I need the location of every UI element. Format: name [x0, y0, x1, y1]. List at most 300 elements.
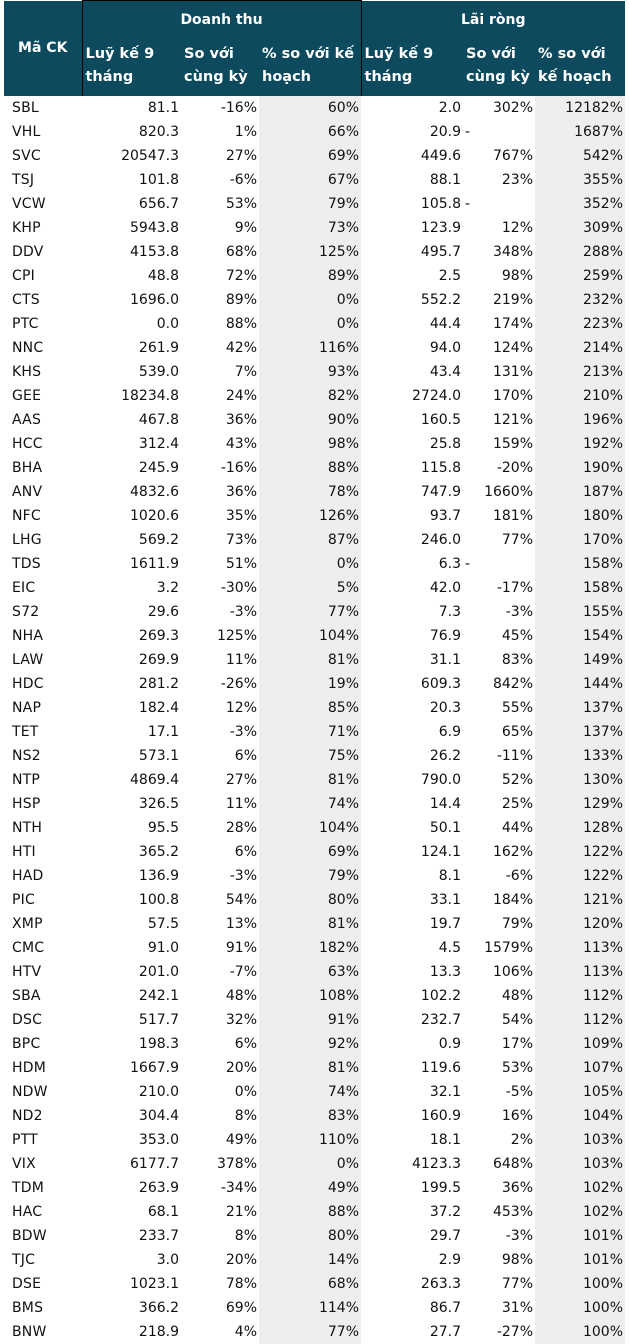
cell-revenue-plan: 73% [259, 216, 361, 240]
table-row [4, 264, 625, 288]
cell-revenue-ytd: 366.2 [138, 1300, 179, 1316]
cell-code: SVC [12, 148, 41, 164]
cell-revenue-ytd: 198.3 [138, 1036, 179, 1052]
cell-profit-ytd: 20.3 [429, 700, 462, 716]
cell-profit-plan: 122% [535, 840, 625, 864]
cell-revenue-ytd: 57.5 [147, 916, 179, 932]
cell-code: XMP [12, 916, 43, 932]
cell-profit-yoy: 83% [501, 652, 534, 668]
cell-profit-yoy: 98% [501, 1252, 534, 1268]
cell-revenue-yoy: 91% [225, 940, 257, 956]
cell-profit-plan: 112% [535, 1008, 625, 1032]
cell-profit-plan: 121% [535, 888, 625, 912]
header-code: Mã CK [4, 1, 82, 97]
cell-profit-ytd: 13.3 [429, 964, 462, 980]
cell-profit-plan: 192% [535, 432, 625, 456]
table-row [4, 336, 625, 360]
cell-revenue-ytd: 1667.9 [130, 1060, 179, 1076]
cell-code: DSC [12, 1012, 43, 1028]
header-profit-plan: % so với kế hoạch [535, 39, 625, 96]
cell-profit-yoy: 2% [510, 1132, 534, 1148]
table-row [4, 1128, 625, 1152]
table-row [4, 1008, 625, 1032]
cell-revenue-plan: 0% [259, 1152, 361, 1176]
cell-revenue-ytd: 242.1 [138, 988, 179, 1004]
cell-code: BHA [12, 460, 43, 476]
cell-revenue-yoy: 36% [225, 412, 257, 428]
cell-profit-ytd: 0.9 [438, 1036, 462, 1052]
cell-revenue-ytd: 4153.8 [130, 244, 179, 260]
cell-revenue-plan: 182% [259, 936, 361, 960]
cell-revenue-ytd: 569.2 [138, 532, 179, 548]
cell-code: NTP [12, 772, 41, 788]
cell-revenue-plan: 66% [259, 120, 361, 144]
cell-revenue-ytd: 467.8 [138, 412, 179, 428]
table-row [4, 480, 625, 504]
cell-revenue-yoy: 20% [225, 1060, 257, 1076]
table-row [4, 720, 625, 744]
cell-revenue-ytd: 245.9 [138, 460, 179, 476]
cell-profit-plan: 100% [535, 1296, 625, 1320]
cell-revenue-ytd: 5943.8 [130, 220, 179, 236]
cell-profit-plan: 309% [535, 216, 625, 240]
cell-profit-plan: 122% [535, 864, 625, 888]
cell-profit-yoy: 1660% [484, 484, 534, 500]
cell-profit-plan: 1687% [535, 120, 625, 144]
cell-profit-ytd: 115.8 [420, 460, 462, 476]
cell-code: DSE [12, 1276, 42, 1292]
table-body [4, 96, 625, 1344]
cell-revenue-ytd: 1696.0 [130, 292, 179, 308]
cell-profit-ytd: 123.9 [420, 220, 462, 236]
table-row [4, 696, 625, 720]
cell-revenue-yoy: 1% [234, 124, 257, 140]
cell-revenue-yoy: 4% [234, 1324, 257, 1340]
cell-profit-ytd: 4123.3 [412, 1156, 462, 1172]
table-row [4, 768, 625, 792]
cell-revenue-yoy: 6% [234, 1036, 257, 1052]
cell-revenue-plan: 19% [259, 672, 361, 696]
cell-code: HDM [12, 1060, 46, 1076]
cell-profit-ytd: 29.7 [429, 1228, 462, 1244]
cell-code: ND2 [12, 1108, 43, 1124]
cell-profit-ytd: 86.7 [429, 1300, 462, 1316]
cell-revenue-plan: 90% [259, 408, 361, 432]
cell-code: SBA [12, 988, 41, 1004]
cell-profit-ytd: 232.7 [420, 1012, 462, 1028]
cell-profit-plan: 137% [535, 696, 625, 720]
cell-revenue-ytd: 95.5 [147, 820, 179, 836]
cell-code: VIX [12, 1156, 36, 1172]
cell-profit-plan: 232% [535, 288, 625, 312]
table-row [4, 432, 625, 456]
table-row [4, 792, 625, 816]
cell-revenue-plan: 81% [259, 768, 361, 792]
cell-revenue-plan: 77% [259, 1320, 361, 1344]
cell-profit-plan: 196% [535, 408, 625, 432]
cell-code: PIC [12, 892, 35, 908]
cell-revenue-ytd: 0.0 [156, 316, 179, 332]
cell-revenue-yoy: 8% [234, 1108, 257, 1124]
cell-revenue-ytd: 312.4 [138, 436, 179, 452]
cell-profit-yoy: 16% [501, 1108, 534, 1124]
cell-revenue-ytd: 353.0 [138, 1132, 179, 1148]
cell-profit-yoy: 48% [501, 988, 534, 1004]
cell-code: SBL [12, 100, 39, 116]
cell-revenue-ytd: 3.0 [156, 1252, 179, 1268]
cell-revenue-plan: 74% [259, 1080, 361, 1104]
cell-profit-plan: 129% [535, 792, 625, 816]
cell-revenue-yoy: 68% [225, 244, 257, 260]
cell-revenue-ytd: 6177.7 [130, 1156, 179, 1172]
cell-profit-ytd: 105.8 [420, 196, 462, 212]
cell-revenue-plan: 67% [259, 168, 361, 192]
cell-revenue-plan: 60% [259, 96, 361, 120]
cell-profit-ytd: 33.1 [429, 892, 462, 908]
cell-revenue-yoy: 35% [225, 508, 257, 524]
cell-revenue-ytd: 68.1 [147, 1204, 179, 1220]
table-row [4, 1056, 625, 1080]
table-row [4, 408, 625, 432]
cell-profit-plan: 170% [535, 528, 625, 552]
cell-revenue-yoy: 11% [225, 652, 257, 668]
cell-revenue-ytd: 20547.3 [121, 148, 179, 164]
cell-revenue-yoy: 53% [225, 196, 257, 212]
cell-profit-yoy: 219% [492, 292, 534, 308]
cell-revenue-plan: 89% [259, 264, 361, 288]
cell-code: DDV [12, 244, 44, 260]
cell-revenue-ytd: 4869.4 [130, 772, 179, 788]
cell-profit-yoy: 348% [492, 244, 534, 260]
cell-code: NHA [12, 628, 44, 644]
cell-profit-ytd: 19.7 [429, 916, 462, 932]
cell-profit-plan: 113% [535, 936, 625, 960]
cell-profit-yoy: 453% [492, 1204, 534, 1220]
cell-profit-yoy: 45% [501, 628, 534, 644]
cell-revenue-yoy: 48% [225, 988, 257, 1004]
cell-profit-yoy: -3% [505, 604, 534, 620]
cell-profit-ytd: 2.9 [438, 1252, 462, 1268]
cell-revenue-yoy: -3% [229, 604, 257, 620]
cell-code: HTI [12, 844, 36, 860]
cell-code: BNW [12, 1324, 47, 1340]
cell-revenue-yoy: 28% [225, 820, 257, 836]
cell-profit-ytd: 37.2 [429, 1204, 462, 1220]
cell-revenue-yoy: 12% [225, 700, 257, 716]
cell-profit-plan: 180% [535, 504, 625, 528]
cell-profit-yoy: -3% [505, 1228, 534, 1244]
cell-code: HAC [12, 1204, 43, 1220]
cell-revenue-plan: 125% [259, 240, 361, 264]
cell-revenue-plan: 104% [259, 624, 361, 648]
cell-profit-plan: 210% [535, 384, 625, 408]
header-revenue-ytd: Luỹ kế 9 tháng [82, 39, 181, 96]
cell-code: NAP [12, 700, 42, 716]
cell-profit-yoy: 31% [501, 1300, 534, 1316]
cell-code: EIC [12, 580, 36, 596]
cell-profit-ytd: 27.7 [429, 1324, 462, 1340]
table-row [4, 168, 625, 192]
cell-revenue-ytd: 539.0 [138, 364, 179, 380]
cell-revenue-plan: 104% [259, 816, 361, 840]
cell-code: VHL [12, 124, 41, 140]
table-row [4, 648, 625, 672]
cell-profit-yoy: 44% [501, 820, 534, 836]
cell-profit-yoy: 106% [492, 964, 534, 980]
cell-profit-yoy: 842% [492, 676, 534, 692]
cell-revenue-ytd: 18234.8 [121, 388, 179, 404]
cell-revenue-yoy: 27% [225, 772, 257, 788]
cell-revenue-plan: 93% [259, 360, 361, 384]
cell-code: NFC [12, 508, 41, 524]
cell-revenue-yoy: -30% [220, 580, 257, 596]
cell-code: NS2 [12, 748, 41, 764]
cell-revenue-ytd: 269.9 [138, 652, 179, 668]
cell-code: CPI [12, 268, 35, 284]
cell-profit-yoy: 98% [501, 268, 534, 284]
table-row [4, 1296, 625, 1320]
cell-revenue-plan: 116% [259, 336, 361, 360]
cell-revenue-plan: 81% [259, 648, 361, 672]
cell-revenue-plan: 80% [259, 888, 361, 912]
table-row [4, 456, 625, 480]
cell-revenue-plan: 5% [259, 576, 361, 600]
table-row [4, 576, 625, 600]
cell-profit-yoy: -5% [505, 1084, 534, 1100]
cell-code: VCW [12, 196, 46, 212]
cell-profit-ytd: 32.1 [429, 1084, 462, 1100]
cell-revenue-yoy: 51% [225, 556, 257, 572]
cell-code: TJC [12, 1252, 36, 1268]
table-row [4, 672, 625, 696]
cell-revenue-ytd: 3.2 [156, 580, 179, 596]
cell-profit-plan: 100% [535, 1272, 625, 1296]
cell-code: HAD [12, 868, 44, 884]
cell-profit-ytd: 20.9 [429, 124, 462, 140]
cell-revenue-ytd: 100.8 [138, 892, 179, 908]
table-row [4, 240, 625, 264]
cell-revenue-ytd: 573.1 [138, 748, 179, 764]
cell-profit-ytd: 26.2 [429, 748, 462, 764]
cell-profit-ytd: 160.5 [420, 412, 462, 428]
cell-revenue-yoy: 72% [225, 268, 257, 284]
cell-revenue-yoy: 43% [225, 436, 257, 452]
table-row [4, 384, 625, 408]
cell-revenue-ytd: 233.7 [138, 1228, 179, 1244]
cell-profit-yoy: -20% [496, 460, 534, 476]
cell-revenue-ytd: 1020.6 [130, 508, 179, 524]
cell-profit-yoy: 65% [501, 724, 534, 740]
cell-revenue-yoy: -34% [220, 1180, 257, 1196]
table-row [4, 960, 625, 984]
cell-revenue-ytd: 210.0 [138, 1084, 179, 1100]
cell-revenue-ytd: 201.0 [138, 964, 179, 980]
cell-profit-plan: 288% [535, 240, 625, 264]
cell-revenue-yoy: 13% [225, 916, 257, 932]
cell-profit-yoy: 55% [501, 700, 534, 716]
cell-revenue-ytd: 218.9 [138, 1324, 179, 1340]
cell-profit-plan: 100% [535, 1320, 625, 1344]
header-group-profit: Lãi ròng [361, 1, 625, 40]
cell-revenue-plan: 98% [259, 432, 361, 456]
cell-code: KHS [12, 364, 42, 380]
cell-revenue-plan: 92% [259, 1032, 361, 1056]
cell-revenue-plan: 79% [259, 192, 361, 216]
cell-code: GEE [12, 388, 42, 404]
cell-revenue-plan: 114% [259, 1296, 361, 1320]
cell-revenue-ytd: 269.3 [138, 628, 179, 644]
cell-code: TSJ [12, 172, 35, 188]
cell-revenue-ytd: 820.3 [138, 124, 179, 140]
cell-revenue-plan: 87% [259, 528, 361, 552]
table-row [4, 288, 625, 312]
cell-revenue-plan: 88% [259, 456, 361, 480]
table-row [4, 888, 625, 912]
cell-profit-ytd: 8.1 [438, 868, 462, 884]
cell-revenue-yoy: 36% [225, 484, 257, 500]
cell-code: LAW [12, 652, 44, 668]
cell-revenue-plan: 88% [259, 1200, 361, 1224]
cell-revenue-yoy: 49% [225, 1132, 257, 1148]
cell-profit-ytd: 93.7 [429, 508, 462, 524]
cell-revenue-ytd: 4832.6 [130, 484, 179, 500]
cell-profit-ytd: 43.4 [429, 364, 462, 380]
cell-profit-plan: 12182% [535, 96, 625, 120]
cell-profit-yoy: 174% [492, 316, 534, 332]
cell-revenue-yoy: 89% [225, 292, 257, 308]
cell-profit-plan: 190% [535, 456, 625, 480]
cell-revenue-plan: 108% [259, 984, 361, 1008]
cell-code: HSP [12, 796, 41, 812]
table-row [4, 816, 625, 840]
cell-profit-yoy: 121% [492, 412, 534, 428]
cell-profit-yoy: 1579% [484, 940, 534, 956]
cell-profit-plan: 158% [535, 552, 625, 576]
cell-profit-plan: 128% [535, 816, 625, 840]
cell-revenue-yoy: 125% [216, 628, 257, 644]
cell-code: NTH [12, 820, 43, 836]
cell-profit-plan: 187% [535, 480, 625, 504]
cell-profit-ytd: 14.4 [429, 796, 462, 812]
header-profit-ytd: Luỹ kế 9 tháng [361, 39, 463, 96]
cell-revenue-yoy: 8% [234, 1228, 257, 1244]
cell-profit-plan: 130% [535, 768, 625, 792]
results-table [4, 0, 625, 1344]
cell-revenue-plan: 83% [259, 1104, 361, 1128]
cell-revenue-ytd: 263.9 [138, 1180, 179, 1196]
cell-revenue-yoy: 6% [234, 748, 257, 764]
cell-profit-ytd: 50.1 [429, 820, 462, 836]
cell-profit-ytd: 18.1 [429, 1132, 462, 1148]
cell-revenue-ytd: 365.2 [138, 844, 179, 860]
cell-profit-yoy: -6% [505, 868, 534, 884]
cell-profit-ytd: 2724.0 [412, 388, 462, 404]
table-row [4, 1320, 625, 1344]
cell-profit-ytd: 25.8 [429, 436, 462, 452]
cell-profit-yoy: 170% [492, 388, 534, 404]
table-row [4, 744, 625, 768]
cell-revenue-yoy: -26% [220, 676, 257, 692]
cell-revenue-yoy: 54% [225, 892, 257, 908]
cell-revenue-plan: 74% [259, 792, 361, 816]
cell-revenue-yoy: -3% [229, 724, 257, 740]
cell-revenue-ytd: 517.7 [138, 1012, 179, 1028]
cell-revenue-yoy: 32% [225, 1012, 257, 1028]
table-row [4, 1152, 625, 1176]
table-row [4, 144, 625, 168]
table-row [4, 624, 625, 648]
cell-revenue-ytd: 261.9 [138, 340, 179, 356]
cell-profit-ytd: 4.5 [438, 940, 462, 956]
cell-revenue-yoy: 42% [225, 340, 257, 356]
cell-profit-ytd: 160.9 [420, 1108, 462, 1124]
cell-revenue-yoy: -3% [229, 868, 257, 884]
cell-profit-plan: 105% [535, 1080, 625, 1104]
cell-revenue-ytd: 656.7 [138, 196, 179, 212]
table-row [4, 312, 625, 336]
cell-profit-plan: 158% [535, 576, 625, 600]
cell-profit-ytd: 6.9 [438, 724, 462, 740]
cell-profit-ytd: 42.0 [429, 580, 462, 596]
cell-profit-ytd: 2.5 [438, 268, 462, 284]
cell-revenue-plan: 91% [259, 1008, 361, 1032]
cell-revenue-ytd: 304.4 [138, 1108, 179, 1124]
table-row [4, 96, 625, 120]
cell-profit-ytd: 199.5 [420, 1180, 462, 1196]
table-row [4, 984, 625, 1008]
header-profit-yoy: So với cùng kỳ [463, 39, 535, 96]
cell-profit-ytd: 246.0 [420, 532, 462, 548]
cell-profit-plan: 154% [535, 624, 625, 648]
cell-revenue-yoy: 27% [225, 148, 257, 164]
cell-revenue-yoy: 0% [234, 1084, 257, 1100]
cell-profit-plan: 133% [535, 744, 625, 768]
table-row [4, 864, 625, 888]
cell-profit-yoy: 36% [501, 1180, 534, 1196]
cell-profit-ytd: 44.4 [429, 316, 462, 332]
cell-code: TDM [12, 1180, 45, 1196]
cell-profit-ytd: 31.1 [429, 652, 462, 668]
header-group-revenue: Doanh thu [82, 1, 361, 40]
cell-profit-plan: 214% [535, 336, 625, 360]
cell-profit-plan: 109% [535, 1032, 625, 1056]
cell-code: BDW [12, 1228, 47, 1244]
cell-code: HDC [12, 676, 44, 692]
cell-profit-yoy: 23% [501, 172, 534, 188]
cell-profit-plan: 144% [535, 672, 625, 696]
cell-profit-plan: 101% [535, 1248, 625, 1272]
cell-revenue-yoy: 73% [225, 532, 257, 548]
cell-profit-yoy: - [465, 196, 471, 212]
cell-revenue-ytd: 1611.9 [130, 556, 179, 572]
cell-profit-plan: 107% [535, 1056, 625, 1080]
cell-profit-plan: 103% [535, 1152, 625, 1176]
cell-profit-ytd: 7.3 [438, 604, 462, 620]
cell-revenue-yoy: 378% [216, 1156, 257, 1172]
cell-revenue-ytd: 17.1 [147, 724, 179, 740]
cell-revenue-plan: 79% [259, 864, 361, 888]
cell-profit-ytd: 495.7 [420, 244, 462, 260]
table-row [4, 192, 625, 216]
table-row [4, 360, 625, 384]
table-row [4, 1200, 625, 1224]
cell-profit-plan: 102% [535, 1200, 625, 1224]
cell-profit-ytd: 6.3 [438, 556, 462, 572]
cell-revenue-yoy: 6% [234, 844, 257, 860]
cell-profit-yoy: 79% [501, 916, 534, 932]
cell-profit-ytd: 88.1 [429, 172, 462, 188]
cell-revenue-plan: 75% [259, 744, 361, 768]
